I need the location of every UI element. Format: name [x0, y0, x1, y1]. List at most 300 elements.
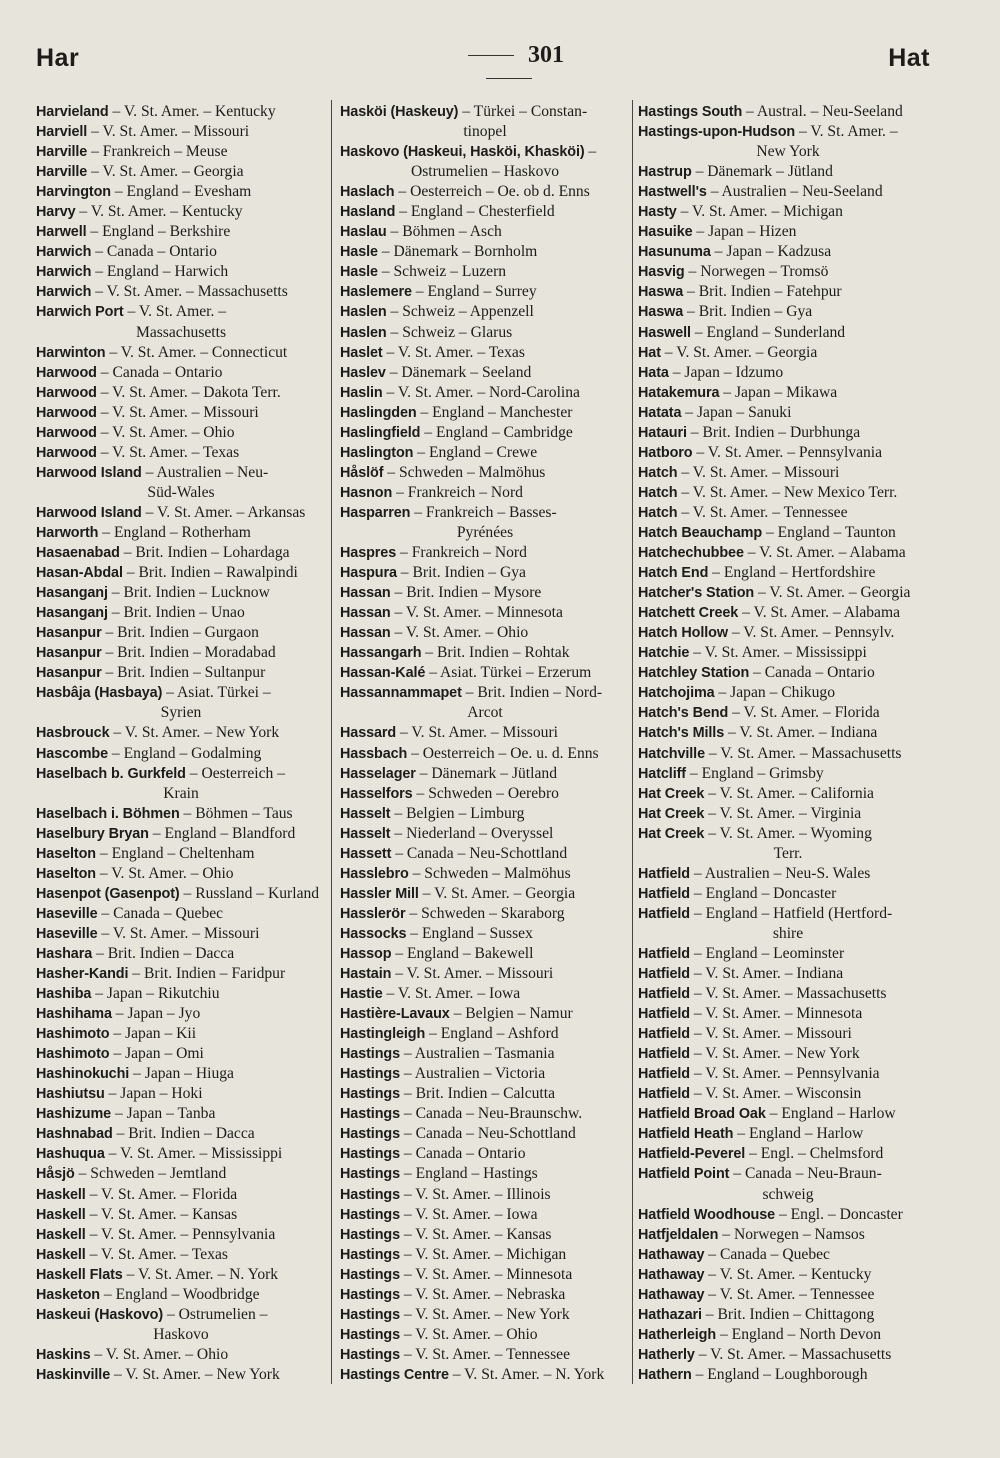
entry-headword: Harwinton: [36, 344, 106, 361]
column-3: [638, 102, 938, 1385]
gazetteer-entry: [340, 102, 630, 142]
gazetteer-entry: [36, 583, 326, 603]
entry-location: – V. St. Amer. – Missouri: [396, 724, 558, 742]
entry-location: – England – Hertfordshire: [708, 564, 876, 582]
gazetteer-entry: [638, 242, 938, 262]
entry-location: – Frankreich – Basses-: [410, 503, 557, 521]
entry-location: – V. St. Amer. – Georgia: [660, 343, 818, 361]
entry-headword: Haseville: [36, 905, 98, 922]
entry-location: – England – Crewe: [413, 443, 538, 461]
gazetteer-entry: [340, 323, 630, 343]
entry-headword: Hashiba: [36, 986, 92, 1003]
entry-location: – V. St. Amer. – Ohio: [90, 1345, 229, 1363]
entry-headword: Hashimoto: [36, 1046, 110, 1063]
entry-location: – Schweden – Malmöhus: [408, 864, 571, 882]
gazetteer-entry: [638, 503, 938, 523]
gazetteer-entry: [340, 1044, 630, 1064]
entry-headword: Hatcher's Station: [638, 585, 755, 602]
gazetteer-entry: [36, 844, 326, 864]
entry-headword: Hasanpur: [36, 665, 102, 682]
entry-headword: Hassan: [340, 605, 391, 622]
gazetteer-entry: [36, 603, 326, 623]
gazetteer-entry: [638, 523, 938, 543]
gazetteer-entry: [638, 583, 938, 603]
gazetteer-entry: [638, 603, 938, 623]
gazetteer-entry: [340, 1225, 630, 1245]
gazetteer-entry: [340, 844, 630, 864]
gazetteer-entry: [638, 764, 938, 784]
gazetteer-entry: [36, 503, 326, 523]
entry-headword: Hat Creek: [638, 805, 705, 822]
entry-headword: Hatherly: [638, 1346, 695, 1363]
entry-location: – Australien – Victoria: [399, 1065, 546, 1083]
gazetteer-entry: [340, 182, 630, 202]
entry-location: – V. St. Amer. – Illinois: [399, 1185, 551, 1203]
entry-headword: Hashiutsu: [36, 1086, 105, 1103]
entry-headword: Hastings: [340, 1266, 400, 1283]
entry-location: – V. St. Amer. – Arkansas: [141, 503, 306, 521]
entry-headword: Hastrup: [638, 164, 692, 181]
entry-location: – England – Sussex: [406, 924, 533, 942]
entry-headword: Hastière-Lavaux: [340, 1006, 450, 1023]
gazetteer-entry: [36, 102, 326, 122]
gazetteer-entry: [340, 984, 630, 1004]
entry-location: – V. St. Amer. – Minnesota: [689, 1005, 863, 1023]
gazetteer-entry: [340, 262, 630, 282]
entry-location: – Asiat. Türkei –: [162, 684, 271, 702]
entry-headword: Hatfield: [638, 1006, 690, 1023]
entry-headword: Hatfield: [638, 945, 690, 962]
entry-headword: Hathern: [638, 1366, 692, 1383]
entry-location: – England – Woodbridge: [99, 1285, 260, 1303]
gazetteer-entry: [340, 1365, 630, 1385]
entry-headword: Hatboro: [638, 444, 693, 461]
entry-headword: Harwood: [36, 404, 97, 421]
header-rule-right: [486, 78, 532, 79]
entry-headword: Hassan: [340, 625, 391, 642]
entry-headword: Harwood: [36, 384, 97, 401]
entry-location: – England – Harlow: [733, 1125, 864, 1143]
entry-headword: Hatfield: [638, 1066, 690, 1083]
entry-headword: Haslingden: [340, 404, 417, 421]
gazetteer-entry: [638, 483, 938, 503]
gazetteer-entry: [638, 423, 938, 443]
entry-headword: Hasselager: [340, 765, 416, 782]
gazetteer-entry: [340, 543, 630, 563]
gazetteer-entry: [340, 784, 630, 804]
entry-headword: Hatfield: [638, 1086, 690, 1103]
gazetteer-entry: [638, 1044, 938, 1064]
entry-headword: Hassler Mill: [340, 885, 419, 902]
entry-location: – V. St. Amer. – Texas: [85, 1245, 229, 1263]
gazetteer-entry: [638, 623, 938, 643]
gazetteer-entry: [340, 142, 630, 182]
entry-continuation: schweig: [762, 1185, 814, 1203]
entry-headword: Hashuqua: [36, 1146, 105, 1163]
gazetteer-entry: [36, 523, 326, 543]
entry-location: – Engl. – Chelmsford: [745, 1145, 884, 1163]
gazetteer-entry: [638, 1325, 938, 1345]
entry-headword: Hasnon: [340, 484, 393, 501]
gazetteer-entry: [36, 1024, 326, 1044]
entry-headword: Haskovo (Haskeui, Hasköi, Khasköi): [340, 144, 585, 161]
entry-headword: Hatauri: [638, 424, 687, 441]
entry-headword: Haspura: [340, 565, 397, 582]
entry-headword: Haswa: [638, 304, 684, 321]
entry-location: – V. St. Amer. – Iowa: [382, 985, 521, 1003]
gazetteer-entry: [36, 262, 326, 282]
entry-location: – Schweden – Malmöhus: [383, 463, 546, 481]
gazetteer-entry: [638, 643, 938, 663]
gazetteer-entry: [638, 904, 938, 944]
entry-location: – Canada – Neu-Braun-: [729, 1165, 882, 1183]
entry-continuation: Arcot: [467, 704, 503, 722]
entry-location: – Japan – Hiuga: [129, 1065, 234, 1083]
entry-headword: Hastings Centre: [340, 1366, 449, 1383]
entry-location: – England – Rotherham: [98, 523, 251, 541]
entry-location: – Brit. Indien – Rohtak: [421, 644, 570, 662]
entry-headword: Hasselfors: [340, 785, 413, 802]
entry-location: – V. St. Amer. – N. York: [122, 1265, 279, 1283]
entry-location: – Schweden – Oerebro: [412, 784, 559, 802]
gazetteer-entry: [36, 1084, 326, 1104]
gazetteer-entry: [638, 864, 938, 884]
entry-location: – Canada – Quebec: [97, 904, 224, 922]
entry-location: – V. St. Amer. – Massachusetts: [689, 985, 887, 1003]
entry-location: – Norwegen – Namsos: [718, 1225, 865, 1243]
gazetteer-entry: [340, 423, 630, 443]
gazetteer-entry: [36, 984, 326, 1004]
gazetteer-entry: [36, 242, 326, 262]
gazetteer-entry: [340, 383, 630, 403]
entry-headword: Harwell: [36, 224, 87, 241]
entry-headword: Haselbach i. Böhmen: [36, 805, 180, 822]
entry-location: – V. St. Amer. – Virginia: [704, 804, 862, 822]
entry-continuation: tinopel: [463, 123, 507, 141]
entry-headword: Hatfield: [638, 966, 690, 983]
entry-headword: Hastings: [340, 1206, 400, 1223]
entry-location: – Böhmen – Taus: [179, 804, 293, 822]
entry-headword: Hastings: [340, 1106, 400, 1123]
entry-location: – Australien – Neu-: [141, 463, 269, 481]
entry-headword: Haskell Flats: [36, 1266, 123, 1283]
gazetteer-entry: [36, 1144, 326, 1164]
entry-headword: Hatchley Station: [638, 665, 750, 682]
entry-location: – V. St. Amer. – Missouri: [87, 123, 250, 141]
entry-location: – England – Taunton: [762, 523, 896, 541]
entry-location: – V. St. Amer. – New Mexico Terr.: [677, 483, 898, 501]
entry-location: – V. St. Amer. – Michigan: [676, 203, 843, 221]
entry-location: – Canada – Ontario: [91, 243, 217, 261]
page-number: 301: [528, 42, 564, 68]
entry-headword: Hat: [638, 344, 661, 361]
entry-location: – Niederland – Overyssel: [390, 824, 554, 842]
entry-headword: Hatcliff: [638, 765, 686, 782]
entry-headword: Hascombe: [36, 745, 108, 762]
gazetteer-entry: [36, 744, 326, 764]
gazetteer-entry: [340, 683, 630, 723]
gazetteer-entry: [340, 623, 630, 643]
entry-headword: Hastings: [340, 1326, 400, 1343]
gazetteer-entry: [36, 162, 326, 182]
entry-location: – Brit. Indien – Dacca: [112, 1125, 255, 1143]
entry-headword: Haskell: [36, 1186, 86, 1203]
gazetteer-entry: [36, 463, 326, 503]
entry-headword: Hasenpot (Gasenpot): [36, 885, 180, 902]
gazetteer-entry: [638, 944, 938, 964]
entry-continuation: Syrien: [160, 704, 202, 722]
entry-headword: Hastain: [340, 966, 392, 983]
gazetteer-entry: [36, 1004, 326, 1024]
gazetteer-entry: [638, 663, 938, 683]
entry-headword: Hatfield: [638, 1046, 690, 1063]
entry-headword: Haslen: [340, 324, 387, 341]
gazetteer-entry: [36, 1044, 326, 1064]
entry-headword: Hasle: [340, 264, 378, 281]
gazetteer-entry: [638, 1064, 938, 1084]
entry-location: – Schweden – Jemtland: [74, 1165, 227, 1183]
column-2: [340, 102, 630, 1385]
gazetteer-entry: [638, 102, 938, 122]
entry-headword: Harwich Port: [36, 304, 124, 321]
entry-location: – V. St. Amer. – New York: [110, 1365, 280, 1383]
entry-headword: Haswell: [638, 324, 691, 341]
entry-headword: Hastings: [340, 1306, 400, 1323]
gazetteer-entry: [638, 463, 938, 483]
gazetteer-entry: [638, 804, 938, 824]
gazetteer-entry: [340, 1124, 630, 1144]
column-divider-2: [632, 100, 633, 1384]
entry-headword: Hashihama: [36, 1006, 112, 1023]
gazetteer-entry: [340, 1305, 630, 1325]
entry-headword: Hatfjeldalen: [638, 1226, 719, 1243]
entry-location: – V. St. Amer. – Ohio: [95, 864, 234, 882]
entry-headword: Hastings: [340, 1346, 400, 1363]
gazetteer-entry: [638, 1305, 938, 1325]
entry-headword: Hasaenabad: [36, 545, 120, 562]
entry-location: – Japan – Chikugo: [714, 684, 835, 702]
entry-location: – V. St. Amer. – Kansas: [399, 1225, 552, 1243]
entry-location: – England – Evesham: [110, 183, 252, 201]
entry-headword: Hastie: [340, 986, 383, 1003]
entry-headword: Hasslebro: [340, 865, 409, 882]
entry-location: – Engl. – Doncaster: [775, 1205, 903, 1223]
entry-location: – V. St. Amer. – Georgia: [418, 884, 576, 902]
gazetteer-entry: [36, 623, 326, 643]
gazetteer-entry: [638, 182, 938, 202]
entry-headword: Hasan-Abdal: [36, 565, 123, 582]
entry-location: – Brit. Indien – Moradabad: [101, 644, 276, 662]
gazetteer-entry: [638, 323, 938, 343]
gazetteer-entry: [638, 744, 938, 764]
gazetteer-entry: [638, 1205, 938, 1225]
entry-location: – V. St. Amer. – Pennsylvania: [689, 1065, 880, 1083]
entry-location: – V. St. Amer. – Ohio: [399, 1325, 538, 1343]
entry-location: – Japan – Hoki: [104, 1085, 203, 1103]
gazetteer-entry: [638, 1345, 938, 1365]
entry-location: – V. St. Amer. – Massachusetts: [704, 744, 902, 762]
entry-location: – V. St. Amer. – N. York: [448, 1365, 605, 1383]
entry-headword: Haskeui (Haskovo): [36, 1306, 164, 1323]
gazetteer-entry: [36, 944, 326, 964]
gazetteer-entry: [638, 1225, 938, 1245]
gazetteer-entry: [638, 162, 938, 182]
entry-location: – V. St. Amer. – New York: [399, 1305, 570, 1323]
gazetteer-entry: [36, 1245, 326, 1265]
entry-headword: Hassop: [340, 945, 392, 962]
entry-headword: Hastings-upon-Hudson: [638, 124, 796, 141]
entry-location: – Schweiz – Luzern: [377, 263, 507, 281]
entry-location: – Brit. Indien – Gurgaon: [101, 624, 259, 642]
entry-headword: Hatchett Creek: [638, 605, 739, 622]
entry-location: – Brit. Indien – Lucknow: [107, 584, 270, 602]
entry-location: – Belgien – Namur: [449, 1005, 573, 1023]
entry-headword: Hashnabad: [36, 1126, 113, 1143]
gazetteer-entry: [36, 182, 326, 202]
gazetteer-entry: [638, 1245, 938, 1265]
entry-location: – V. St. Amer. – Alabama: [738, 604, 901, 622]
entry-headword: Harville: [36, 144, 88, 161]
entry-location: – Brit. Indien – Unao: [107, 604, 245, 622]
gazetteer-entry: [638, 1024, 938, 1044]
entry-location: – V. St. Amer. – Pennsylv.: [727, 624, 895, 642]
entry-headword: Harvington: [36, 184, 111, 201]
gazetteer-entry: [36, 1345, 326, 1365]
entry-headword: Hatakemura: [638, 384, 720, 401]
gazetteer-entry: [340, 1345, 630, 1365]
entry-continuation: Krain: [163, 784, 199, 802]
entry-location: – Canada – Ontario: [96, 363, 223, 381]
page-header: [34, 38, 930, 78]
gazetteer-entry: [638, 1124, 938, 1144]
gazetteer-entry: [638, 563, 938, 583]
entry-headword: Harwich: [36, 284, 92, 301]
gazetteer-entry: [638, 202, 938, 222]
entry-location: – Oesterreich – Oe. u. d. Enns: [407, 744, 599, 762]
entry-headword: Hatchechubbee: [638, 545, 744, 562]
entry-location: – Brit. Indien – Gya: [396, 564, 526, 582]
gazetteer-entry: [340, 403, 630, 423]
entry-headword: Haskell: [36, 1226, 86, 1243]
entry-location: – Australien – Neu-Seeland: [706, 183, 883, 201]
gazetteer-entry: [340, 804, 630, 824]
gazetteer-entry: [340, 744, 630, 764]
entry-headword: Hashimoto: [36, 1026, 110, 1043]
entry-headword: Hatfield Heath: [638, 1126, 734, 1143]
entry-location: – Böhmen – Asch: [386, 223, 502, 241]
entry-continuation: Ostrumelien – Haskovo: [410, 163, 560, 181]
entry-headword: Harwood: [36, 364, 97, 381]
gazetteer-entry: [340, 824, 630, 844]
entry-location: – V. St. Amer. – Nord-Carolina: [382, 383, 580, 401]
entry-location: – V. St. Amer. – Kentucky: [108, 103, 276, 120]
gazetteer-entry: [340, 603, 630, 623]
entry-location: – Brit. Indien – Durbhunga: [686, 423, 861, 441]
gazetteer-entry: [340, 302, 630, 322]
header-rule-left: [468, 55, 514, 56]
entry-location: – Brit. Indien – Gya: [683, 303, 813, 321]
gazetteer-entry: [36, 884, 326, 904]
entry-headword: Haskins: [36, 1346, 91, 1363]
gazetteer-entry: [340, 723, 630, 743]
entry-location: – Canada – Neu-Braunschw.: [399, 1105, 583, 1123]
entry-location: – V. St. Amer. – Missouri: [677, 463, 840, 481]
entry-headword: Harwood: [36, 424, 97, 441]
entry-continuation: New York: [756, 143, 820, 161]
entry-location: – V. St. Amer. – Nebraska: [399, 1285, 566, 1303]
gazetteer-entry: [340, 944, 630, 964]
gazetteer-entry: [340, 1024, 630, 1044]
entry-headword: Hashinokuchi: [36, 1066, 130, 1083]
entry-location: – England – Grimsby: [685, 764, 824, 782]
entry-location: – V. St. Amer. – Massachusetts: [694, 1345, 892, 1363]
entry-location: – Japan – Hizen: [692, 223, 797, 241]
entry-location: – V. St. Amer. –: [795, 123, 898, 141]
entry-headword: Hatch: [638, 484, 678, 501]
entry-location: – England – Doncaster: [689, 884, 837, 902]
entry-location: – V. St. Amer. – Ohio: [96, 423, 235, 441]
entry-location: – England – Hatfield (Hertford-: [689, 904, 893, 922]
entry-location: – Japan – Mikawa: [719, 383, 838, 401]
entry-location: – V. St. Amer. – Pennsylvania: [692, 443, 883, 461]
gazetteer-entry: [36, 1305, 326, 1345]
entry-headword: Haslen: [340, 304, 387, 321]
gazetteer-entry: [340, 202, 630, 222]
entry-headword: Hatfield: [638, 986, 690, 1003]
gazetteer-entry: [340, 563, 630, 583]
entry-location: – Brit. Indien – Faridpur: [128, 965, 286, 983]
entry-headword: Hasbrouck: [36, 725, 110, 742]
entry-location: – Japan – Idzumo: [668, 363, 784, 381]
entry-headword: Hatfield: [638, 885, 690, 902]
entry-headword: Hathaway: [638, 1246, 705, 1263]
entry-location: – Brit. Indien – Nord-: [461, 684, 603, 702]
entry-headword: Harwood Island: [36, 504, 142, 521]
entry-headword: Harviell: [36, 124, 88, 141]
entry-location: – England – Blandford: [148, 824, 296, 842]
entry-headword: Hastings: [340, 1126, 400, 1143]
entry-headword: Hatch's Bend: [638, 705, 729, 722]
entry-location: – V. St. Amer. – Kentucky: [75, 203, 243, 221]
entry-headword: Hassett: [340, 845, 392, 862]
entry-headword: Hathaway: [638, 1266, 705, 1283]
gazetteer-entry: [340, 463, 630, 483]
gazetteer-entry: [638, 683, 938, 703]
entry-location: – Canada – Ontario: [399, 1145, 526, 1163]
entry-headword: Hasanganj: [36, 605, 108, 622]
entry-location: – Oesterreich –: [185, 764, 286, 782]
gazetteer-entry: [638, 383, 938, 403]
entry-location: – V. St. Amer. – Ohio: [390, 624, 529, 642]
gazetteer-entry: [638, 884, 938, 904]
entry-location: – Japan – Omi: [109, 1045, 204, 1063]
entry-headword: Hatherleigh: [638, 1326, 717, 1343]
entry-location: – Schweiz – Appenzell: [386, 303, 534, 321]
gazetteer-entry: [638, 1144, 938, 1164]
entry-headword: Haslington: [340, 444, 414, 461]
entry-location: – England – Surrey: [411, 283, 537, 301]
gazetteer-entry: [36, 1104, 326, 1124]
gazetteer-entry: [340, 1064, 630, 1084]
entry-location: – V. St. Amer. – Georgia: [754, 584, 911, 602]
gazetteer-entry: [340, 583, 630, 603]
entry-location: – Frankreich – Nord: [396, 544, 527, 562]
entry-headword: Harville: [36, 164, 88, 181]
entry-location: – Brit. Indien – Lohardaga: [119, 544, 290, 562]
entry-location: – Japan – Jyo: [111, 1005, 201, 1023]
entry-location: – Canada – Quebec: [704, 1245, 830, 1263]
entry-location: – V. St. Amer. – Tennessee: [399, 1345, 570, 1363]
